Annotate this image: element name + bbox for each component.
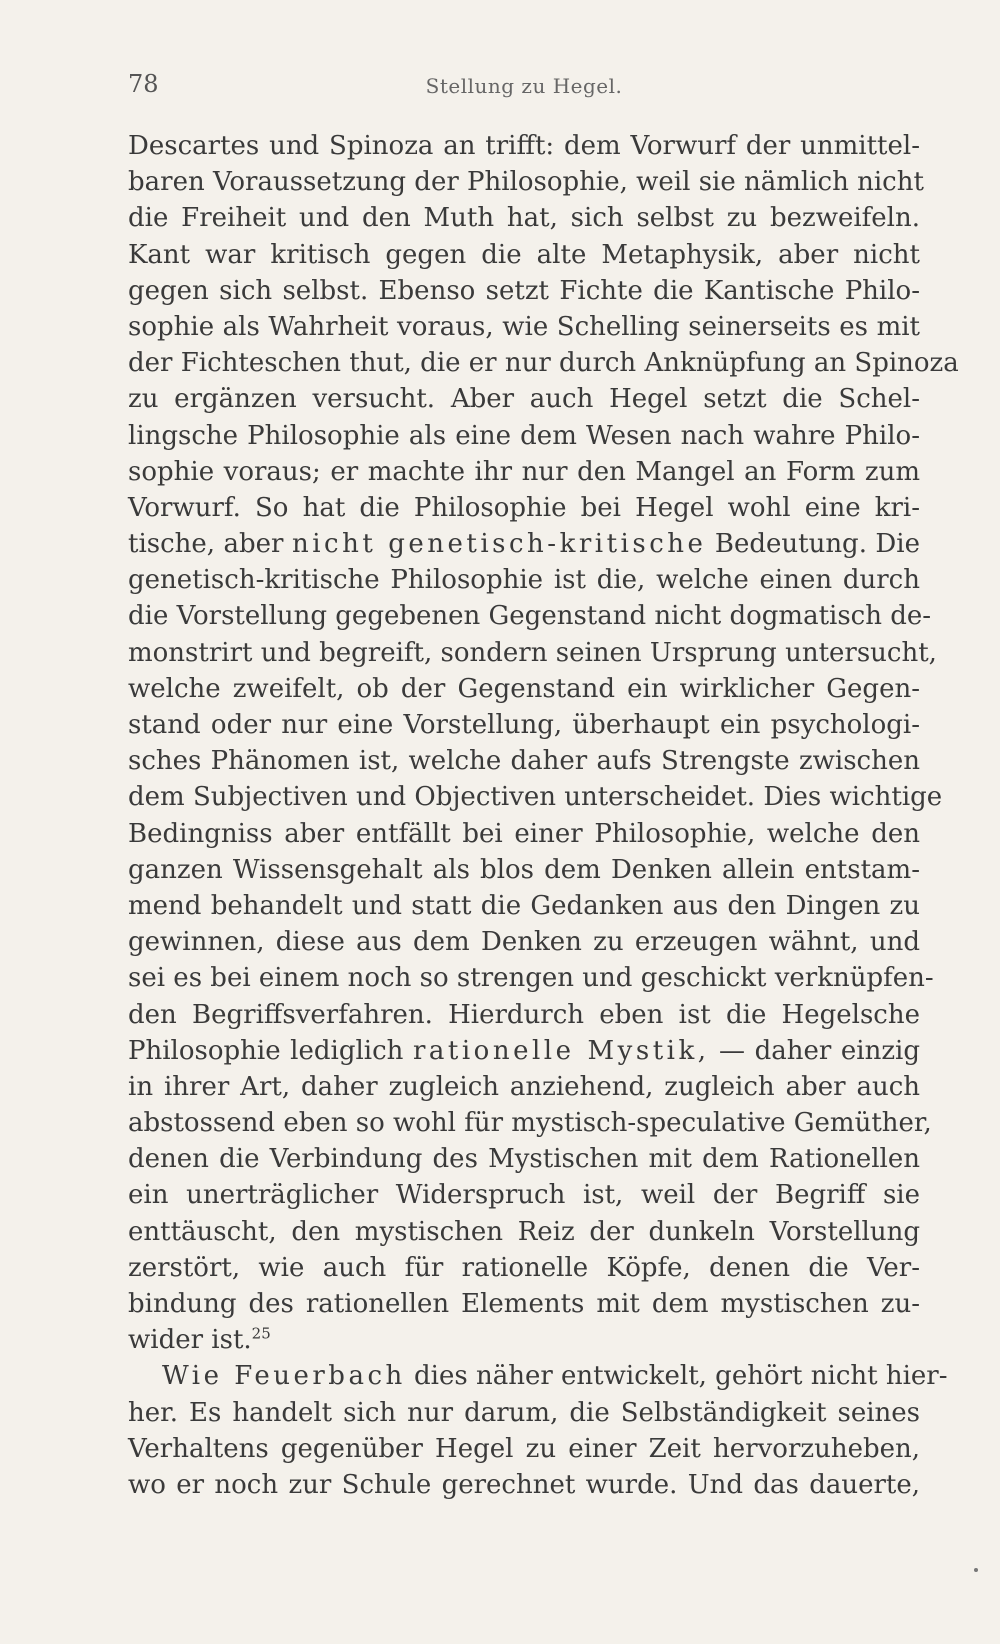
footnote-marker: 25 [251, 1324, 271, 1343]
emphasized-text: Wie Feuerbach [162, 1361, 406, 1392]
text-line: lingsche Philosophie als eine dem Wesen nach wahre Philo- [128, 420, 920, 451]
text-line: zu ergänzen versucht. Aber auch Hegel setzt die Schel- [128, 384, 920, 415]
running-head: Stellung zu Hegel. [425, 74, 623, 98]
line-text: wider ist. [128, 1325, 252, 1356]
text-line: die Vorstellung gegebenen Gegenstand nicht dogmatisch de- [128, 601, 932, 632]
text-line: mend behandelt und statt die Gedanken aus den Dingen zu [128, 890, 920, 921]
emphasized-text: nicht genetisch-kritische [291, 529, 707, 560]
text-line: Vorwurf. So hat die Philosophie bei Hegel wohl eine kri- [128, 492, 920, 523]
text-line: baren Voraussetzung der Philosophie, weil sie nämlich nicht [128, 167, 924, 198]
text-line: der Fichteschen thut, die er nur durch Anknüpfung an Spinoza [128, 348, 959, 379]
text-line: genetisch-kritische Philosophie ist die, welche einen durch [128, 565, 920, 596]
line-text: — daher einzig [709, 1035, 920, 1066]
text-line: sei es bei einem noch so strengen und geschickt verknüpfen- [128, 963, 934, 994]
text-line: Bedingniss aber entfällt bei einer Philosophie, welche den [128, 818, 920, 849]
text-line [128, 1358, 948, 1394]
text-line: ganzen Wissensgehalt als blos dem Denken allein entstam- [128, 854, 920, 885]
text-line: welche zweifelt, ob der Gegenstand ein wirklicher Gegen- [128, 673, 920, 704]
text-line: her. Es handelt sich nur darum, die Selbständigkeit seines [128, 1397, 920, 1428]
text-line [128, 1322, 920, 1358]
text-line [128, 526, 920, 562]
text-line: bindung des rationellen Elements mit dem mystischen zu- [128, 1289, 920, 1319]
text-line: sophie als Wahrheit voraus, wie Schelling seinerseits es mit [128, 311, 920, 342]
text-line: die Freiheit und den Muth hat, sich selbst zu bezweifeln. [128, 203, 920, 234]
text-line: gewinnen, diese aus dem Denken zu erzeugen wähnt, und [128, 927, 920, 958]
text-line: wo er noch zur Schule gerechnet wurde. Und das dauerte, [128, 1469, 920, 1500]
line-text: dies näher entwickelt, gehört nicht hier- [405, 1361, 948, 1392]
page-number: 78 [128, 70, 159, 98]
text-line: monstrirt und begreift, sondern seinen Ursprung untersucht, [128, 637, 937, 668]
text-line: Kant war kritisch gegen die alte Metaphysik, aber nicht [128, 239, 920, 270]
text-line: zerstört, wie auch für rationelle Köpfe, denen die Ver- [128, 1252, 920, 1283]
text-line: ein unerträglicher Widerspruch ist, weil der Begriff sie [128, 1180, 920, 1211]
text-line: denen die Verbindung des Mystischen mit dem Rationellen [128, 1144, 920, 1175]
text-line [128, 1033, 920, 1069]
emphasized-text: rationelle Mystik, [412, 1035, 710, 1066]
paper-speck [974, 1568, 978, 1572]
line-text: Philosophie lediglich [128, 1035, 413, 1066]
text-line: gegen sich selbst. Ebenso setzt Fichte die Kantische Philo- [128, 275, 920, 306]
line-text: Bedeutung. Die [706, 529, 920, 560]
text-line: den Begriffsverfahren. Hierdurch eben ist die Hegelsche [128, 999, 920, 1030]
text-line: sches Phänomen ist, welche daher aufs Strengste zwischen [128, 746, 920, 777]
text-line: dem Subjectiven und Objectiven unterscheidet. Dies wichtige [128, 782, 943, 813]
text-line: enttäuscht, den mystischen Reiz der dunkeln Vorstellung [128, 1216, 920, 1247]
body-text [128, 128, 959, 1503]
text-line: sophie voraus; er machte ihr nur den Mangel an Form zum [128, 456, 920, 487]
text-line: Verhaltens gegenüber Hegel zu einer Zeit hervorzuheben, [128, 1433, 920, 1464]
text-line: stand oder nur eine Vorstellung, überhaupt ein psychologi- [128, 710, 920, 740]
page-header [128, 70, 920, 110]
line-text: tische, aber [128, 529, 292, 560]
text-line: in ihrer Art, daher zugleich anziehend, zugleich aber auch [128, 1071, 920, 1102]
text-line: Descartes und Spinoza an trifft: dem Vorwurf der unmittel- [128, 131, 920, 161]
text-line: abstossend eben so wohl für mystisch-speculative Gemüther, [128, 1108, 932, 1139]
